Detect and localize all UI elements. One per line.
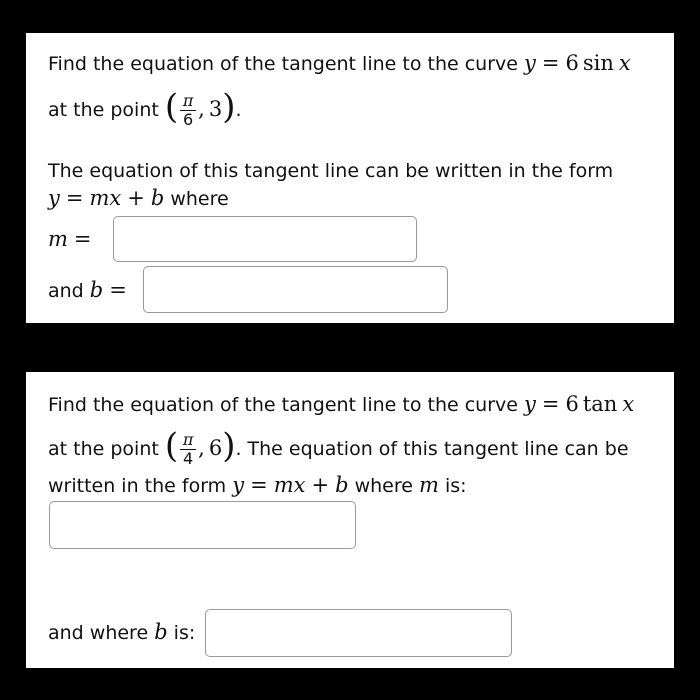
close-paren: ) xyxy=(222,426,236,466)
question-text: Find the equation of the tangent line to the curve xyxy=(48,394,524,416)
b-label xyxy=(48,276,133,305)
math-x: x xyxy=(618,51,631,75)
math-x: x xyxy=(622,392,635,416)
math-plus: + xyxy=(127,186,145,210)
problem-1-question-line-2 xyxy=(48,85,242,130)
problem-1-question-line-1 xyxy=(48,49,631,78)
math-y: y xyxy=(232,473,245,497)
problem-2-question-line-2 xyxy=(48,424,629,469)
fraction-numerator: π xyxy=(182,91,194,110)
math-equals: = xyxy=(65,186,84,210)
math-equals: = xyxy=(250,473,268,497)
math-m: m xyxy=(48,227,68,251)
m-answer-input[interactable] xyxy=(113,216,417,262)
math-plus: + xyxy=(311,473,330,497)
question-text: Find the equation of the tangent line to the curve xyxy=(48,53,524,75)
point-y-value: 6 xyxy=(208,436,223,460)
period: . xyxy=(235,99,242,121)
close-paren: ) xyxy=(222,87,236,127)
point-prefix-text: at the point xyxy=(48,438,165,460)
math-y: y xyxy=(48,186,60,210)
math-b: b xyxy=(89,278,104,302)
point-prefix-text: at the point xyxy=(48,99,165,121)
fraction-denominator: 4 xyxy=(183,449,194,468)
math-y: y xyxy=(523,392,536,416)
math-function: tan xyxy=(582,392,618,416)
where-text: where xyxy=(348,475,419,497)
written-text: written in the form xyxy=(48,475,233,497)
math-b: b xyxy=(335,473,349,497)
point-y-value: 3 xyxy=(208,97,223,121)
comma: , xyxy=(198,436,205,460)
b-answer-input[interactable] xyxy=(205,609,512,657)
problem-1-card xyxy=(26,33,674,323)
form-equation-line xyxy=(48,184,229,213)
math-function: sin xyxy=(582,51,614,75)
math-equals: = xyxy=(541,392,560,416)
is-colon: is: xyxy=(167,622,196,644)
and-where-text: and where xyxy=(48,622,155,644)
math-b: b xyxy=(154,620,168,644)
comma: , xyxy=(198,97,205,121)
math-equals: = xyxy=(541,51,560,75)
m-label xyxy=(48,225,98,254)
b-label xyxy=(48,618,195,647)
b-answer-input[interactable] xyxy=(143,266,448,313)
fraction-pi-over-6 xyxy=(180,92,196,129)
m-answer-input[interactable] xyxy=(49,501,356,549)
problem-2-question-line-1 xyxy=(48,390,634,419)
math-coefficient: 6 xyxy=(565,392,579,416)
math-mx: mx xyxy=(273,473,306,497)
problem-2-question-line-3 xyxy=(48,471,467,500)
form-text: The equation of this tangent line can be written in the form xyxy=(48,160,614,182)
math-coefficient: 6 xyxy=(565,51,579,75)
math-m: m xyxy=(418,473,439,497)
fraction-denominator: 6 xyxy=(183,110,194,129)
problem-2-card xyxy=(26,372,674,668)
fraction-pi-over-4 xyxy=(180,431,196,468)
open-paren: ( xyxy=(164,426,179,466)
math-mx: mx xyxy=(89,186,122,210)
open-paren: ( xyxy=(164,87,179,127)
math-b: b xyxy=(150,186,165,210)
where-text: where xyxy=(164,188,229,210)
after-point-text: . The equation of this tangent line can be xyxy=(235,438,629,460)
math-y: y xyxy=(523,51,536,75)
and-text: and xyxy=(48,280,90,302)
is-text: is: xyxy=(438,475,467,497)
math-equals: = xyxy=(109,278,127,302)
math-equals: = xyxy=(73,227,92,251)
fraction-numerator: π xyxy=(182,430,194,449)
